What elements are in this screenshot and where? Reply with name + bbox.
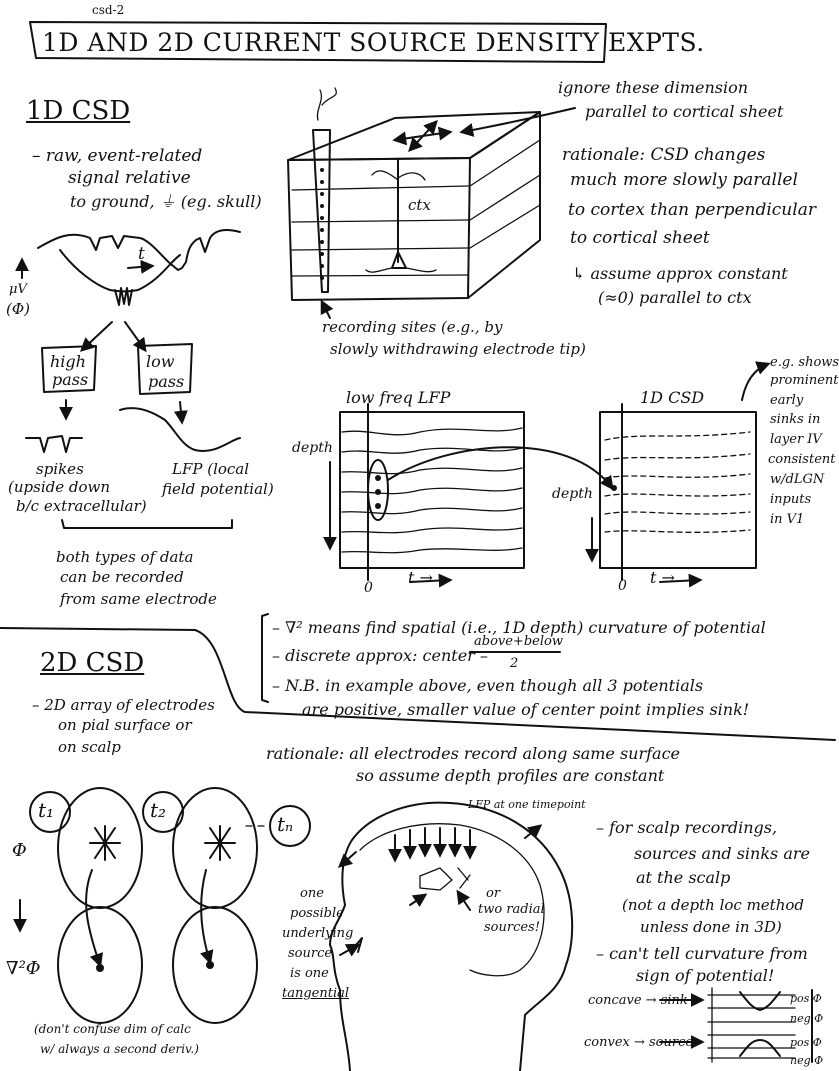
rationale-1d-3: to cortex than perpendicular <box>568 200 816 220</box>
phi-2d-label: Φ <box>12 840 27 861</box>
cant-tell-1: – can't tell curvature from <box>596 944 808 963</box>
lfp-plot-title: low freq LFP <box>346 388 451 407</box>
csd-t-label: t → <box>650 568 675 587</box>
raw-signal-text-3: to ground, ⏚ (eg. skull) <box>70 192 262 211</box>
csd-note-2: prominent <box>770 373 839 388</box>
or-two-3: sources! <box>484 920 540 935</box>
cant-tell-2: sign of potential! <box>636 966 775 985</box>
ctx-label: ctx <box>408 196 431 214</box>
tn-label: tₙ <box>277 812 294 836</box>
csd-note-4: sinks in <box>770 412 821 427</box>
high-pass-1: high <box>50 352 86 371</box>
t1-label: t₁ <box>38 798 55 822</box>
spikes-label-2: (upside down <box>8 478 110 496</box>
one-possible-1: one <box>300 886 324 901</box>
spikes-trace <box>26 436 82 452</box>
lfp-label-2: field potential) <box>162 480 274 498</box>
laplacian-note: – ∇² means find spatial (i.e., 1D depth) curvature of potential <box>272 618 766 637</box>
csd-depth-label: depth <box>552 486 593 502</box>
assume-2: (≈0) parallel to ctx <box>598 288 752 307</box>
pos-label-1: pos Φ <box>790 992 822 1005</box>
one-possible-3: underlying <box>282 926 354 941</box>
or-two-1: or <box>486 886 501 901</box>
csd-note-1: e.g. shows <box>770 355 839 370</box>
laplacian-phi-label: ∇²Φ <box>6 958 41 979</box>
scalp-note-2: sources and sinks are <box>634 844 810 863</box>
assume-1: ↳ assume approx constant <box>572 264 788 283</box>
one-possible-4: source <box>288 946 333 961</box>
t-label-raw: t <box>138 244 145 264</box>
rationale-1d-2: much more slowly parallel <box>570 170 798 190</box>
one-possible-2: possible <box>290 906 344 921</box>
dont-confuse-1: (don't confuse dim of calc <box>34 1022 191 1036</box>
raw-signal-text-2: signal relative <box>68 168 191 188</box>
spikes-label-3: b/c extracellular) <box>16 497 147 515</box>
both-types-2: can be recorded <box>60 568 184 586</box>
cortex-block <box>288 88 540 300</box>
scalp-note-4: (not a depth loc method <box>622 896 805 914</box>
both-types-3: from same electrode <box>60 590 217 608</box>
one-possible-5: is one <box>290 966 329 981</box>
ignore-text-2: parallel to cortical sheet <box>585 102 784 121</box>
discrete-approx-note: – discrete approx: center – <box>272 646 488 665</box>
lfp-t-label: t → <box>408 568 433 587</box>
heading-1d-csd: 1D CSD <box>26 96 131 126</box>
neg-label-2: neg Φ <box>790 1054 824 1067</box>
csd-zero: 0 <box>618 578 627 594</box>
array-text-2: on pial surface or <box>58 716 192 734</box>
nb-note-2: are positive, smaller value of center point implies sink! <box>302 700 750 719</box>
heading-2d-csd: 2D CSD <box>40 648 145 678</box>
discrete-frac-top: above+below <box>474 634 563 649</box>
t2-label: t₂ <box>150 798 167 822</box>
recording-sites-1: recording sites (e.g., by <box>322 318 503 336</box>
page-title: 1D AND 2D CURRENT SOURCE DENSITY EXPTS. <box>42 28 705 57</box>
neg-label-1: neg Φ <box>790 1012 824 1025</box>
recording-sites-2: slowly withdrawing electrode tip) <box>330 340 586 358</box>
lfp-timepoint-label: LFP at one timepoint <box>468 798 586 811</box>
raw-signal-text-1: – raw, event-related <box>32 146 203 166</box>
ignore-text-1: ignore these dimension <box>558 78 749 97</box>
convex-label: convex → source <box>584 1035 694 1050</box>
concave-label: concave → sink <box>588 993 688 1008</box>
rationale-2d-1: rationale: all electrodes record along same surface <box>266 744 681 763</box>
uv-label: μV <box>9 282 27 297</box>
lfp-depth-label: depth <box>292 440 333 456</box>
discrete-frac-bottom: 2 <box>510 656 519 671</box>
rationale-2d-2: so assume depth profiles are constant <box>356 766 665 785</box>
lfp-zero: 0 <box>364 580 373 596</box>
low-pass-2: pass <box>148 372 185 391</box>
high-pass-2: pass <box>52 370 89 389</box>
dont-confuse-2: w/ always a second deriv.) <box>40 1042 199 1056</box>
page-code: csd-2 <box>92 3 125 17</box>
nb-note-1: – N.B. in example above, even though all 3 potentials <box>272 676 704 695</box>
spikes-label-1: spikes <box>36 460 84 478</box>
scalp-note-3: at the scalp <box>636 868 731 887</box>
csd-plot-title: 1D CSD <box>640 388 705 407</box>
both-types-1: both types of data <box>56 548 194 566</box>
lfp-trace <box>120 408 240 451</box>
csd-note-5: layer IV <box>770 432 822 447</box>
rationale-1d-4: to cortical sheet <box>570 228 710 248</box>
array-text-3: on scalp <box>58 738 121 756</box>
phi-label: (Φ) <box>6 300 31 318</box>
head-profile <box>330 803 572 1071</box>
rationale-1d-1: rationale: CSD changes <box>562 145 766 165</box>
csd-note-7: w/dLGN <box>770 472 825 487</box>
pos-label-2: pos Φ <box>790 1036 822 1049</box>
csd-note-8: inputs <box>770 492 812 507</box>
array-text-1: – 2D array of electrodes <box>32 696 215 714</box>
scalp-note-5: unless done in 3D) <box>640 918 782 936</box>
or-two-2: two radial <box>478 902 545 917</box>
csd-note-3: early <box>770 393 804 408</box>
csd-note-9: in V1 <box>770 512 805 527</box>
electrode-arrays <box>20 788 310 1023</box>
csd-note-6: consistent <box>768 452 836 467</box>
low-pass-1: low <box>146 352 175 371</box>
one-possible-6: tangential <box>282 986 350 1001</box>
scalp-note-1: – for scalp recordings, <box>596 818 778 837</box>
lfp-label-1: LFP (local <box>172 460 250 478</box>
